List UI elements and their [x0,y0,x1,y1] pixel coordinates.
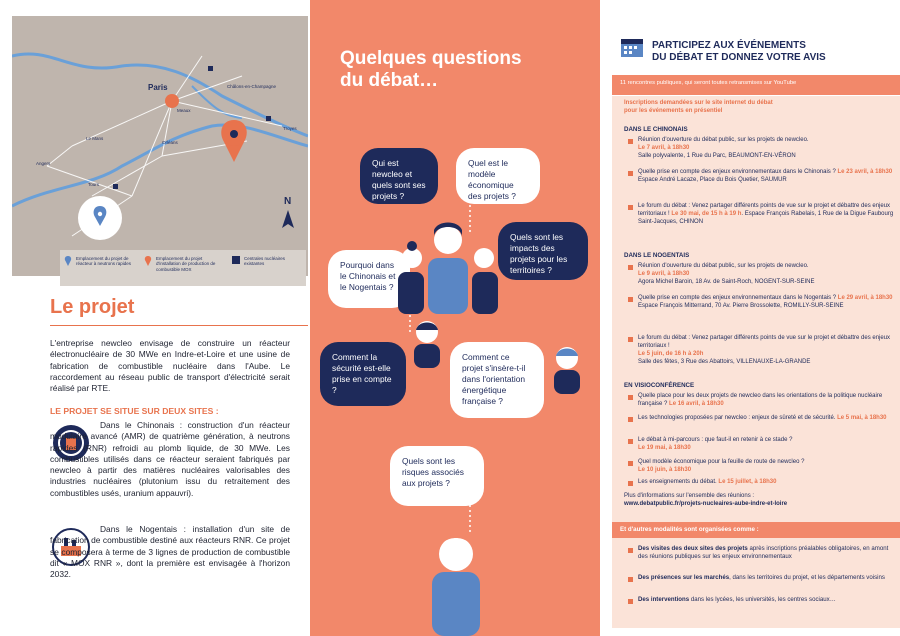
event-nogent-1: Réunion d'ouverture du débat public, sur les projets de newcleo. Le 9 avril, à 18h30 Agora Michel Baroin, 18 Av. de Saint-Roch, NOGENT-SUR-SEINE [624,262,894,286]
project-panel [0,0,308,636]
question-bubble-2: Quel est le modèle économique des projets ? [456,148,540,204]
event-visio-5: Les enseignements du débat. Le 15 juillet, à 18h30 [624,478,894,486]
city-orleans: Orléans [162,140,178,145]
person-illustration-4 [428,530,484,636]
questions-panel [310,0,600,636]
city-chalons: Châlons-en-Champagne [227,84,277,89]
question-bubble-7: Quels sont les risques associés aux projets ? [390,446,484,506]
paris-marker [165,94,179,108]
city-troyes: Troyes [283,126,297,131]
project-map [12,16,308,276]
events-panel [600,0,900,636]
compass-arrow-icon [282,210,294,228]
event-chinon-2: Quelle prise en compte des enjeux environnementaux dans le Chinonais ? Le 23 avril, à 18h30 Espace André Lacaze, Place du Bois Quetier, SAUMUR [624,168,894,184]
event-visio-2: Les technologies proposées par newcleo : enjeux de sûreté et de sécurité. Le 5 mai, à 18h30 [624,414,894,422]
question-bubble-4: Pourquoi dans le Chinonais et le Nogentais ? [328,250,410,308]
legend-plants: Centrales nucléaires existantes [244,256,286,267]
other-modalities-banner: Et d'autres modalités sont organisées comme : [612,522,900,538]
event-nogent-3: Le forum du débat : Venez partager différents points de vue sur le projet et débattre des enjeux territoriaux ! Le 5 juin, de 16 h à 20h Salle des fêtes, 3 Rue des Abattoirs, VILLENAUXE-LA-GRANDE [624,334,894,366]
question-bubble-5: Comment la sécurité est-elle prise en compte ? [320,342,406,406]
section-nogentais: DANS LE NOGENTAIS [624,252,690,259]
calendar-icon [620,36,644,58]
section-title: Le projet [50,296,135,318]
mox-pin-icon [144,256,152,266]
title-divider [50,325,308,326]
city-tours: Tours [88,182,100,187]
event-visio-3: Le débat à mi-parcours : que faut-il en retenir à ce stade ? Le 19 mai, à 18h30 [624,436,894,452]
map-legend [60,250,306,286]
debate-website-link[interactable]: www.debatpublic.fr/projets-nucleaires-aube-indre-et-loire [624,501,788,508]
question-bubble-1: Qui est newcleo et quels sont ses projets ? [360,148,438,204]
reactor-pin-icon [64,256,72,266]
modality-schools: Des interventions dans les lycées, les universités, les centres sociaux… [624,596,894,604]
site-chinonais: Dans le Chinonais : construction d'un réacteur modulaire avancé (AMR) de quatrième génération, à neutrons rapides (RNR) refroidi au plomb liquide, de 30 MWe. Les combustibles utilisés dans ce réacteur seraient fabriqués par newcleo à partir des matières nucléaires valorisables des industries nucléaires (plutonium issu du retraitement des combustibles usés, uranium appauvri). [50,420,290,498]
event-nogent-2: Quelle prise en compte des enjeux environnementaux dans le Nogentais ? Le 29 avril, à 18h30 Espace François Mitterrand, 70 Av. Pierre Brossolette, ROMILLY-SUR-SEINE [624,294,894,310]
questions-title: Quelques questions du débat… [340,48,522,92]
registration-note: Inscriptions demandées sur le site internet du débat pour les événements en présentiel [624,100,773,114]
event-visio-4: Quel modèle économique pour la feuille de route de newcleo ? Le 10 juin, à 18h30 [624,458,894,474]
section-chinonais: DANS LE CHINONAIS [624,126,688,133]
modality-visits: Des visites des deux sites des projets après inscriptions préalables obligatoires, en amont des réunions publiques sur les enjeux environnementaux [624,545,894,561]
city-angers: Angers [36,161,51,166]
person-illustration-3 [550,344,584,394]
public-meetings-banner: 11 rencontres publiques, qui seront toutes retransmises sur YouTube [612,75,900,95]
event-chinon-1: Réunion d'ouverture du débat public, sur les projets de newcleo. Le 7 avril, à 18h30 Salle polyvalente, 1 Rue du Parc, BEAUMONT-EN-VÉRON [624,136,894,160]
map-graphic [12,16,308,276]
people-group-illustration [398,218,498,314]
site-nogentais: Dans le Nogentais : installation d'un site de fabrication de combustible destiné aux réacteurs RNR. Ce projet se composera à terme de 3 lignes de production de combustible dit « MOX RNR », dont la première est envisagée à l'horizon 2032. [50,524,290,579]
section-visio: EN VISIOCONFÉRENCE [624,382,695,389]
question-bubble-6: Comment ce projet s'insère-t-il dans l'orientation énergétique française ? [450,342,544,418]
project-intro: L'entreprise newcleo envisage de construire un réacteur électronucléaire de 30 MWe en Indre-et-Loire et une usine de fabrication de combustible nucléaire dans l'Aube. Le raccordement au réseau public de transport d'électricité serait réalisé par RTE. [50,338,290,393]
sites-subheading: LE PROJET SE SITUE SUR DEUX SITES : [50,406,219,416]
compass-north: N [284,196,292,207]
more-info: Plus d'informations sur l'ensemble des réunions : www.debatpublic.fr/projets-nucleaires-aube-indre-et-loire [624,492,894,508]
person-illustration-2 [410,318,444,368]
modality-markets: Des présences sur les marchés, dans les territoires du projet, et les départements voisins [624,574,894,582]
events-heading: PARTICIPEZ AUX ÉVÉNEMENTS DU DÉBAT ET DONNEZ VOTRE AVIS [652,40,826,63]
plant-icon [232,256,240,264]
legend-mox: Emplacement du projet d'installation de production de combustible MOX [156,256,216,272]
city-le-mans: Le Mans [86,136,104,141]
event-visio-1: Quelle place pour les deux projets de newcleo dans les orientations de la politique nucléaire française ? Le 16 avril, à 18h30 [624,392,894,408]
city-meaux: Meaux [177,108,191,113]
legend-reactor: Emplacement du projet de réacteur à neutrons rapides [76,256,132,267]
event-chinon-3: Le forum du débat : Venez partager différents points de vue sur le projet et débattre des enjeux territoriaux ! Le 30 mai, de 15 h à 19 h. Espace François Rabelais, 1 Rue de la Digue Faubourg Saint-Jacques, CHINON [624,202,894,226]
city-paris: Paris [148,83,168,92]
question-bubble-3: Quels sont les impacts des projets pour les territoires ? [498,222,588,280]
